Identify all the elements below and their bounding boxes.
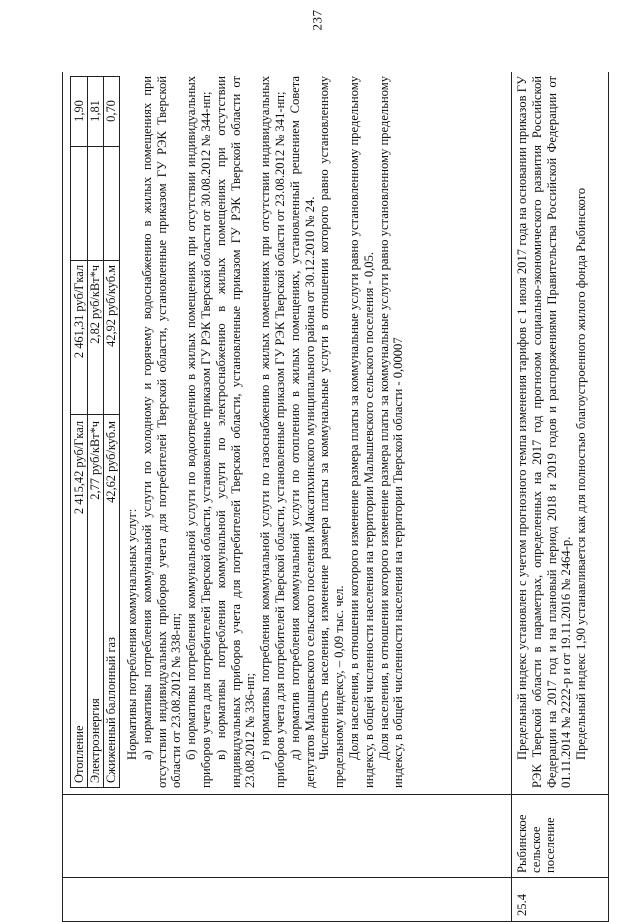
population-share-region: Доля населения, в отношении которого изменение размера платы за коммунальные услуги равно установленному предельному индексу, в общей численности населения на территории Тверской области - 0,00007: [376, 76, 406, 788]
norms-block: [125, 76, 406, 788]
norms-intro: Нормативы потребления коммунальных услуг:: [125, 508, 139, 760]
tariff-row: [71, 77, 87, 787]
tariff-row: [103, 77, 119, 787]
population-share-settlement: Доля населения, в отношении которого изменение размера платы за коммунальные услуги равно установленному предельному индексу, в общей численности населения на территории Малышевского сельского поселения - 0,05.: [346, 76, 376, 788]
population-count: Численность населения, изменение размера платы за коммунальные услуги в отношении которого равно установленному предельному индексу, – 0,09 тыс. чел.: [317, 76, 347, 788]
section-text: [515, 76, 589, 788]
norm-item-d: д) норматив потребления коммунальной услуги по отоплению в жилых помещениях, установленный решением Совета депутатов Малышевского сельского поселения Максатихинского муниципального района от 30.12.2010 № 24.: [287, 76, 317, 788]
index-basis-paragraph: Предельный индекс установлен с учетом прогнозного темпа изменения тарифов с 1 июля 2017 года на основании приказов ГУ РЭК Тверской области в параметрах, определенных на 2017 год прогнозом социально-экономического развития Российской Федерации на 2017 год и на плановый период 2018 и 2019 годов и распоряжениями Правительства Российской Федерации от 01.11.2014 № 2222-р и от 19.11.2016 № 2464-р.: [515, 76, 574, 788]
main-table: [62, 72, 609, 922]
rotated-page-content: [62, 72, 607, 922]
section-name-line: Рыбинское: [515, 814, 529, 873]
index-value-paragraph: Предельный индекс 1,90 устанавливается как для полностью благоустроенного жилого фонда Рыбинского: [574, 188, 589, 760]
tariff-second-half: 2,82 руб/кВт*ч: [88, 265, 102, 344]
change-index: 1,81: [88, 100, 102, 122]
norm-item-b: б) нормативы потребления коммунальной услуги по водоотведению в жилых помещениях при отсутствии индивидуальных приборов учета для потребителей Тверской области, установленные приказом ГУ РЭК Тверской области от 30.08.2012 № 344-нп;: [184, 76, 213, 788]
section-name-line: сельское: [529, 826, 543, 873]
service-name: Отопление: [72, 725, 86, 783]
norm-item-a: а) нормативы потребления коммунальной услуги по холодному и горячему водоснабжению в жилых помещениях при отсутствии индивидуальных приборов учета для потребителей Тверской области, установленные приказом ГУ РЭК Тверской области от 23.08.2012 № 338-нп;: [139, 76, 184, 788]
tariff-table: [70, 76, 120, 788]
tariff-first-half: 42,62 руб/куб.м: [104, 421, 118, 503]
service-name: Сжиженный баллонный газ: [104, 637, 118, 783]
tariff-row: [87, 77, 103, 787]
change-index: 0,70: [104, 100, 118, 122]
tariff-first-half: 2 415,42 руб/Гкал: [72, 421, 86, 515]
service-name: Электроэнергия: [88, 698, 102, 783]
section-name-line: поселение: [543, 817, 557, 873]
norm-item-g: г) нормативы потребления коммунальной услуги по газоснабжению в жилых помещениях при отсутствии индивидуальных приборов учета для потребителей Тверской области, установленные приказом ГУ РЭК Тверской области от 23.08.2012 № 341-нп;: [258, 76, 287, 788]
tariff-second-half: 42,92 руб/куб.м: [104, 265, 118, 347]
section-number: 25.4: [515, 893, 529, 916]
change-index: 1,90: [72, 100, 86, 122]
section-divider: [511, 72, 512, 922]
page-number: 237: [309, 9, 325, 31]
section-name: [515, 797, 557, 873]
tariff-second-half: 2 461,31 руб/Гкал: [72, 265, 86, 359]
tariff-first-half: 2,77 руб/кВт*ч: [88, 421, 102, 500]
norm-item-v: в) нормативы потребления коммунальной услуги по электроснабжению в жилых помещениях при отсутствии индивидуальных приборов учета для потребителей Тверской области, установленные приказом ГУ РЭК Тверской области от 23.08.2012 № 336-нп;: [213, 76, 258, 788]
